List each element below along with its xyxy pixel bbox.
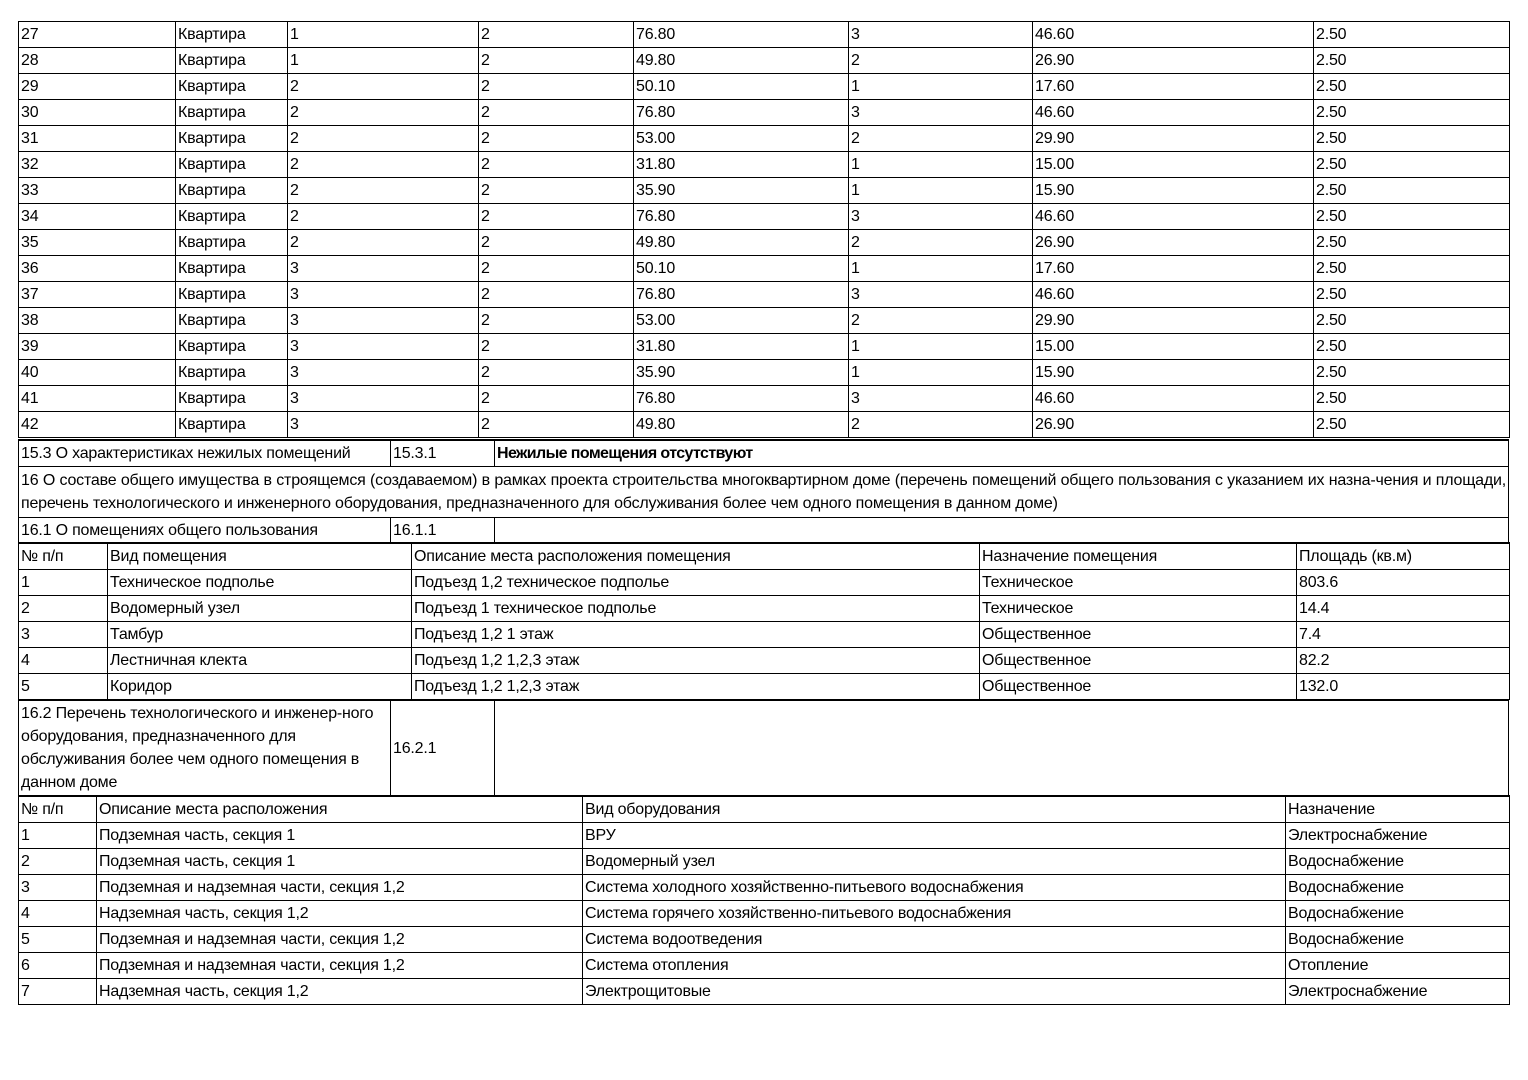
table-row: [19, 308, 1510, 334]
table-cell: Водомерный узел: [583, 848, 1286, 874]
table-cell: 3: [849, 100, 1033, 126]
table-cell: Подземная и надземная части, секция 1,2: [97, 952, 583, 978]
table-cell: Система отопления: [583, 952, 1286, 978]
table-row: [19, 822, 1510, 848]
table-cell: Электроснабжение: [1286, 822, 1510, 848]
table-cell: 46.60: [1033, 22, 1314, 48]
table-cell: 2: [479, 230, 634, 256]
table-cell: 3: [288, 282, 479, 308]
table-cell: 2: [479, 256, 634, 282]
table-cell: 3: [288, 412, 479, 438]
table-cell: 2: [19, 848, 97, 874]
table-row: [19, 386, 1510, 412]
table-cell: 2.50: [1314, 412, 1510, 438]
table-cell: 2: [288, 126, 479, 152]
table-cell: Лестничная клекта: [108, 647, 412, 673]
table-row: [19, 360, 1510, 386]
table-cell: 2.50: [1314, 204, 1510, 230]
equipment-table: [18, 795, 1510, 1005]
table-cell: 3: [19, 874, 97, 900]
table-cell: Надземная часть, секция 1,2: [97, 900, 583, 926]
table-cell: Квартира: [176, 334, 288, 360]
table-cell: 2: [479, 74, 634, 100]
table-cell: 1: [288, 22, 479, 48]
table-cell: Квартира: [176, 126, 288, 152]
table-cell: 41: [19, 386, 176, 412]
table-cell: 2.50: [1314, 360, 1510, 386]
table-cell: Тамбур: [108, 621, 412, 647]
table-cell: Квартира: [176, 22, 288, 48]
table-cell: 2: [849, 308, 1033, 334]
table-row: [19, 926, 1510, 952]
table-cell: 2.50: [1314, 386, 1510, 412]
table-cell: 40: [19, 360, 176, 386]
table-cell: 50.10: [634, 74, 849, 100]
table-cell: Подъезд 1,2 1,2,3 этаж: [412, 647, 980, 673]
table-cell: Подъезд 1,2 техническое подполье: [412, 569, 980, 595]
premises-table: [18, 542, 1510, 700]
table-cell: 26.90: [1033, 412, 1314, 438]
table-cell: 2: [849, 126, 1033, 152]
table-cell: 2: [479, 152, 634, 178]
section-value: [495, 517, 1509, 543]
table-cell: 2.50: [1314, 126, 1510, 152]
table-cell: Квартира: [176, 178, 288, 204]
table-cell: Система водоотведения: [583, 926, 1286, 952]
table-cell: 46.60: [1033, 204, 1314, 230]
table-cell: 3: [288, 256, 479, 282]
column-header: Вид оборудования: [583, 796, 1286, 822]
table-cell: 2.50: [1314, 334, 1510, 360]
table-cell: 2.50: [1314, 178, 1510, 204]
table-cell: 15.00: [1033, 334, 1314, 360]
table-cell: Квартира: [176, 360, 288, 386]
table-cell: 35.90: [634, 360, 849, 386]
table-cell: 29.90: [1033, 126, 1314, 152]
table-cell: Квартира: [176, 308, 288, 334]
table-cell: Квартира: [176, 204, 288, 230]
table-cell: ВРУ: [583, 822, 1286, 848]
table-row: [19, 204, 1510, 230]
table-cell: 1: [849, 360, 1033, 386]
table-cell: Квартира: [176, 100, 288, 126]
section-code: 15.3.1: [391, 440, 495, 466]
column-header: № п/п: [19, 796, 97, 822]
table-cell: 2: [479, 308, 634, 334]
table-cell: 33: [19, 178, 176, 204]
table-cell: Квартира: [176, 412, 288, 438]
table-cell: 50.10: [634, 256, 849, 282]
table-cell: Электроснабжение: [1286, 978, 1510, 1004]
table-row: [19, 647, 1510, 673]
column-header: Назначение: [1286, 796, 1510, 822]
table-cell: Квартира: [176, 256, 288, 282]
table-cell: 31.80: [634, 152, 849, 178]
table-cell: 2: [288, 230, 479, 256]
table-cell: 1: [19, 822, 97, 848]
table-cell: 35.90: [634, 178, 849, 204]
table-cell: Общественное: [980, 621, 1297, 647]
table-cell: 49.80: [634, 230, 849, 256]
table-cell: 2: [479, 204, 634, 230]
table-cell: 2: [849, 412, 1033, 438]
table-cell: 2.50: [1314, 48, 1510, 74]
table-cell: Общественное: [980, 673, 1297, 699]
table-cell: 2.50: [1314, 152, 1510, 178]
column-header: Вид помещения: [108, 543, 412, 569]
table-cell: 2: [288, 204, 479, 230]
table-cell: 17.60: [1033, 256, 1314, 282]
table-cell: 29: [19, 74, 176, 100]
table-cell: 26.90: [1033, 48, 1314, 74]
table-cell: 42: [19, 412, 176, 438]
table-cell: 2.50: [1314, 22, 1510, 48]
table-cell: 1: [849, 152, 1033, 178]
table-cell: 76.80: [634, 386, 849, 412]
section-label: 16.1 О помещениях общего пользования: [19, 517, 391, 543]
table-cell: 76.80: [634, 282, 849, 308]
table-cell: Подземная и надземная части, секция 1,2: [97, 874, 583, 900]
table-cell: 3: [288, 386, 479, 412]
table-cell: Электрощитовые: [583, 978, 1286, 1004]
table-cell: 3: [288, 308, 479, 334]
table-cell: Техническое: [980, 595, 1297, 621]
table-cell: 53.00: [634, 308, 849, 334]
section-16-2: [18, 699, 1509, 797]
table-cell: Подъезд 1,2 1 этаж: [412, 621, 980, 647]
table-cell: 29.90: [1033, 308, 1314, 334]
table-cell: 15.90: [1033, 360, 1314, 386]
table-cell: Подземная и надземная части, секция 1,2: [97, 926, 583, 952]
table-cell: 2: [849, 48, 1033, 74]
table-cell: 26.90: [1033, 230, 1314, 256]
table-row: [19, 874, 1510, 900]
table-cell: 803.6: [1297, 569, 1510, 595]
table-cell: 4: [19, 647, 108, 673]
table-cell: 2.50: [1314, 282, 1510, 308]
table-cell: 46.60: [1033, 100, 1314, 126]
table-cell: 28: [19, 48, 176, 74]
table-cell: 2.50: [1314, 308, 1510, 334]
table-cell: 2.50: [1314, 230, 1510, 256]
table-row: [19, 621, 1510, 647]
table-cell: 7.4: [1297, 621, 1510, 647]
table-cell: 49.80: [634, 48, 849, 74]
table-cell: 3: [849, 204, 1033, 230]
table-cell: 32: [19, 152, 176, 178]
table-cell: Квартира: [176, 230, 288, 256]
table-cell: 76.80: [634, 204, 849, 230]
section-value: Нежилые помещения отсутствуют: [495, 440, 1509, 466]
section-code: 16.2.1: [391, 700, 495, 796]
section-16-text: 16 О составе общего имущества в строящемся (создаваемом) в рамках проекта строительства многоквартирном доме (перечень помещений общего пользования с указанием их назна-чения и площади, перечень технологического и инженерного оборудования, предназначенного для обслуживания более чем одного помещения в данном доме): [19, 466, 1509, 517]
table-cell: Общественное: [980, 647, 1297, 673]
table-cell: 76.80: [634, 22, 849, 48]
table-row: [19, 595, 1510, 621]
table-cell: Квартира: [176, 386, 288, 412]
table-cell: 36: [19, 256, 176, 282]
table-cell: 49.80: [634, 412, 849, 438]
table-cell: 1: [19, 569, 108, 595]
table-cell: 132.0: [1297, 673, 1510, 699]
column-header: № п/п: [19, 543, 108, 569]
table-cell: Подземная часть, секция 1: [97, 848, 583, 874]
table-cell: Система горячего хозяйственно-питьевого водоснабжения: [583, 900, 1286, 926]
table-row: [19, 74, 1510, 100]
table-cell: 14.4: [1297, 595, 1510, 621]
table-cell: Квартира: [176, 152, 288, 178]
table-cell: 46.60: [1033, 386, 1314, 412]
table-row: [19, 230, 1510, 256]
column-header: Площадь (кв.м): [1297, 543, 1510, 569]
table-cell: 2: [479, 100, 634, 126]
table-cell: 1: [849, 74, 1033, 100]
table-cell: 3: [19, 621, 108, 647]
table-cell: 2.50: [1314, 100, 1510, 126]
apartments-table: [18, 21, 1510, 438]
table-cell: Коридор: [108, 673, 412, 699]
table-cell: 2: [479, 360, 634, 386]
section-label: 15.3 О характеристиках нежилых помещений: [19, 440, 391, 466]
table-cell: 5: [19, 673, 108, 699]
table-cell: 2: [479, 48, 634, 74]
table-cell: Водоснабжение: [1286, 926, 1510, 952]
table-cell: 1: [849, 334, 1033, 360]
table-cell: 1: [849, 178, 1033, 204]
table-row: [19, 152, 1510, 178]
table-cell: 3: [849, 282, 1033, 308]
table-row: [19, 673, 1510, 699]
table-cell: Надземная часть, секция 1,2: [97, 978, 583, 1004]
table-cell: 3: [288, 360, 479, 386]
table-row: [19, 848, 1510, 874]
table-cell: 5: [19, 926, 97, 952]
table-cell: Отопление: [1286, 952, 1510, 978]
table-row: [19, 334, 1510, 360]
table-cell: 3: [849, 22, 1033, 48]
table-cell: 2.50: [1314, 256, 1510, 282]
table-cell: 15.00: [1033, 152, 1314, 178]
table-cell: 2: [288, 74, 479, 100]
table-cell: 35: [19, 230, 176, 256]
table-row: [19, 282, 1510, 308]
table-header-row: [19, 543, 1510, 569]
table-cell: Водомерный узел: [108, 595, 412, 621]
table-cell: 2: [19, 595, 108, 621]
table-cell: 2: [849, 230, 1033, 256]
table-cell: 7: [19, 978, 97, 1004]
table-row: [19, 256, 1510, 282]
table-cell: 2: [479, 22, 634, 48]
column-header: Назначение помещения: [980, 543, 1297, 569]
table-cell: 38: [19, 308, 176, 334]
table-row: [19, 900, 1510, 926]
table-row: [19, 978, 1510, 1004]
table-cell: Подъезд 1,2 1,2,3 этаж: [412, 673, 980, 699]
section-code: 16.1.1: [391, 517, 495, 543]
table-cell: Техническое: [980, 569, 1297, 595]
table-cell: 2: [479, 126, 634, 152]
table-row: [19, 412, 1510, 438]
table-cell: 2: [479, 334, 634, 360]
table-cell: Система холодного хозяйственно-питьевого водоснабжения: [583, 874, 1286, 900]
table-cell: 27: [19, 22, 176, 48]
table-cell: 2: [288, 100, 479, 126]
table-cell: 17.60: [1033, 74, 1314, 100]
column-header: Описание места расположения помещения: [412, 543, 980, 569]
table-cell: 2: [288, 152, 479, 178]
table-row: [19, 952, 1510, 978]
table-row: [19, 22, 1510, 48]
table-cell: 1: [288, 48, 479, 74]
table-row: [19, 569, 1510, 595]
table-cell: 3: [288, 334, 479, 360]
table-cell: 34: [19, 204, 176, 230]
table-cell: 2: [479, 386, 634, 412]
table-cell: Квартира: [176, 282, 288, 308]
table-cell: 39: [19, 334, 176, 360]
table-header-row: [19, 796, 1510, 822]
table-cell: Водоснабжение: [1286, 848, 1510, 874]
table-cell: 53.00: [634, 126, 849, 152]
section-value: [495, 700, 1509, 796]
column-header: Описание места расположения: [97, 796, 583, 822]
table-cell: Подъезд 1 техническое подполье: [412, 595, 980, 621]
table-cell: 82.2: [1297, 647, 1510, 673]
table-cell: 4: [19, 900, 97, 926]
table-cell: 2.50: [1314, 74, 1510, 100]
table-cell: Техническое подполье: [108, 569, 412, 595]
table-cell: 30: [19, 100, 176, 126]
table-cell: 31.80: [634, 334, 849, 360]
section-label: 16.2 Перечень технологического и инженер-ного оборудования, предназначенного для обслуживания более чем одного помещения в данном доме: [19, 700, 391, 796]
table-row: [19, 100, 1510, 126]
table-row: [19, 178, 1510, 204]
table-cell: 3: [849, 386, 1033, 412]
table-cell: 1: [849, 256, 1033, 282]
table-cell: 37: [19, 282, 176, 308]
table-cell: 6: [19, 952, 97, 978]
table-cell: 2: [288, 178, 479, 204]
table-cell: 15.90: [1033, 178, 1314, 204]
table-cell: 31: [19, 126, 176, 152]
table-row: [19, 126, 1510, 152]
section-15-3: [18, 439, 1509, 544]
table-cell: 2: [479, 412, 634, 438]
table-cell: Подземная часть, секция 1: [97, 822, 583, 848]
table-cell: Квартира: [176, 48, 288, 74]
table-cell: 76.80: [634, 100, 849, 126]
table-row: [19, 48, 1510, 74]
table-cell: Квартира: [176, 74, 288, 100]
table-cell: 46.60: [1033, 282, 1314, 308]
table-cell: 2: [479, 282, 634, 308]
table-cell: Водоснабжение: [1286, 900, 1510, 926]
table-cell: 2: [479, 178, 634, 204]
table-cell: Водоснабжение: [1286, 874, 1510, 900]
